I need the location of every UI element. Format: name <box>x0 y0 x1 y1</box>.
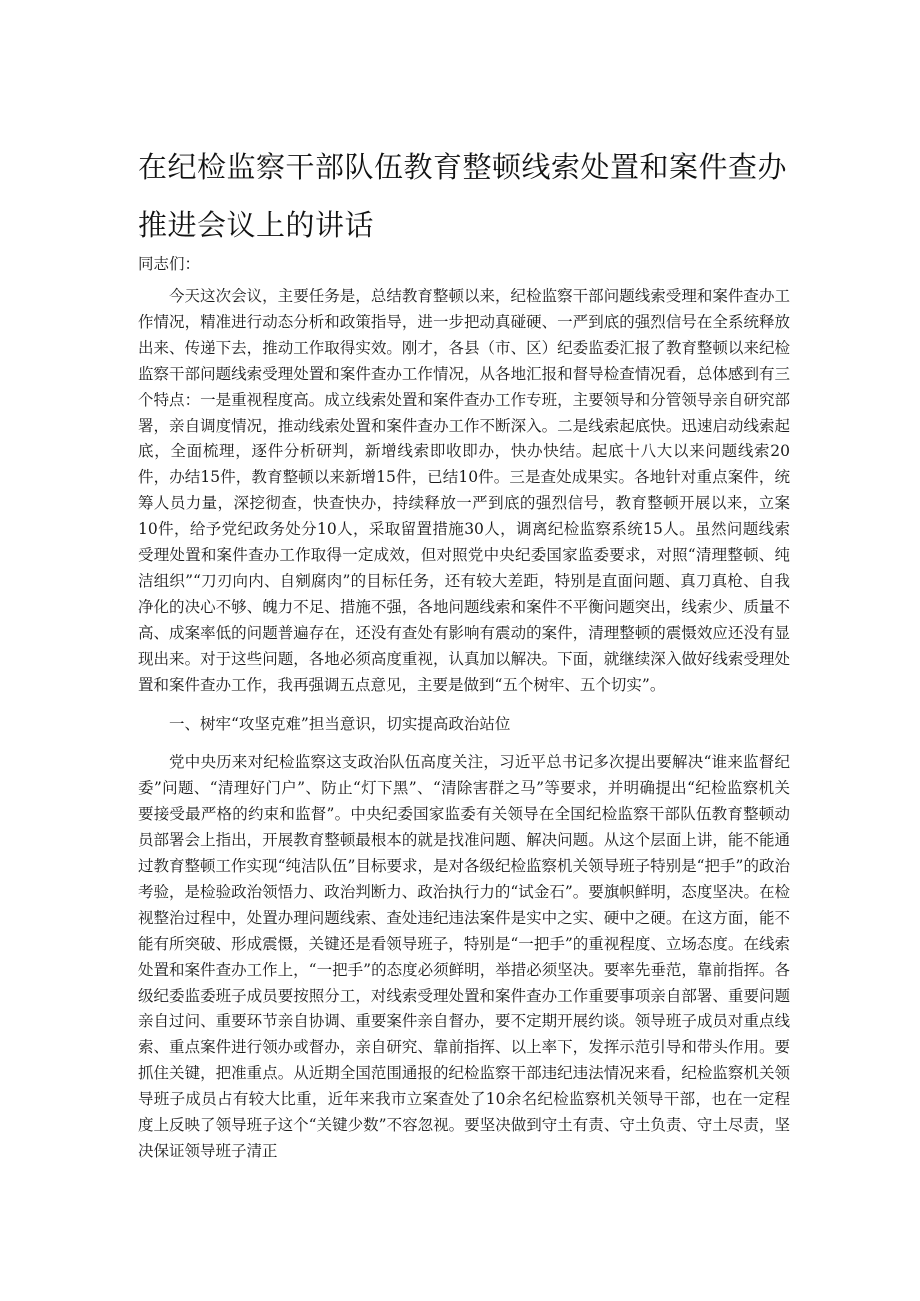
document-title <box>138 138 798 254</box>
body-text <box>138 284 790 1178</box>
title-line-2: 推进会议上的讲话 <box>138 208 375 242</box>
salutation: 同志们： <box>138 255 201 273</box>
section-heading-1: 一、树牢“攻坚克难”担当意识，切实提高政治站位 <box>169 714 511 733</box>
paragraph-section-1: 党中央历来对纪检监察这支政治队伍高度关注，习近平总书记多次提出要解决“谁来监督纪委”问题、“清理好门户”、防止“灯下黑”、“清除害群之马”等要求，并明确提出“纪检监察机关要接受最严格的约束和监督”。中央纪委国家监委有关领导在全国纪检监察干部队伍教育整顿动员部署会上指出，开展教育整顿最根本的就是找准问题、解决问题。从这个层面上讲，能不能通过教育整顿工作实现“纯洁队伍”目标要求，是对各级纪检监察机关领导班子特别是“把手”的政治考验，是检验政治领悟力、政治判断力、政治执行力的“试金石”。要旗帜鲜明，态度坚决。在检视整治过程中，处置办理问题线索、查处违纪违法案件是实中之实、硬中之硬。在这方面，能不能有所突破、形成震慑，关键还是看领导班子，特别是“一把手”的重视程度、立场态度。在线索处置和案件查办工作上，“一把手”的态度必须鲜明，举措必须坚决。要率先垂范，靠前指挥。各级纪委监委班子成员要按照分工，对线索受理处置和案件查办工作重要事项亲自部署、重要问题亲自过问、重要环节亲自协调、重要案件亲自督办，要不定期开展约谈。领导班子成员对重点线索、重点案件进行领办或督办，亲自研究、靠前指挥、以上率下，发挥示范引导和带头作用。要抓住关键，把准重点。从近期全国范围通报的纪检监察干部违纪违法情况来看，纪检监察机关领导班子成员占有较大比重，近年来我市立案查处了10余名纪检监察机关领导干部，也在一定程度上反映了领导班子这个“关键少数”不容忽视。要坚决做到守土有责、守土负责、守土尽责，坚决保证领导班子清正 <box>138 753 790 1160</box>
paragraph-intro: 今天这次会议，主要任务是，总结教育整顿以来，纪检监察干部问题线索受理和案件查办工作情况，精准进行动态分析和政策指导，进一步把动真碰硬、一严到底的强烈信号在全系统释放出来、传递下去，推动工作取得实效。刚才，各县（市、区）纪委监委汇报了教育整顿以来纪检监察干部问题线索受理处置和案件查办工作情况，从各地汇报和督导检查情况看，总体感到有三个特点：一是重视程度高。成立线索处置和案件查办工作专班，主要领导和分管领导亲自研究部署，亲自调度情况，推动线索处置和案件查办工作不断深入。二是线索起底快。迅速启动线索起底，全面梳理，逐件分析研判，新增线索即收即办，快办快结。起底十八大以来问题线索20件，办结15件，教育整顿以来新增15件，已结10件。三是查处成果实。各地针对重点案件，统筹人员力量，深挖彻查，快查快办，持续释放一严到底的强烈信号，教育整顿开展以来，立案10件，给予党纪政务处分10人，采取留置措施30人，调离纪检监察系统15人。虽然问题线索受理处置和案件查办工作取得一定成效，但对照党中央纪委国家监委要求，对照“清理整顿、纯洁组织”“刀刃向内、自剜腐肉”的目标任务，还有较大差距，特别是直面问题、真刀真枪、自我净化的决心不够、魄力不足、措施不强，各地问题线索和案件不平衡问题突出，线索少、质量不高、成案率低的问题普遍存在，还没有查处有影响有震动的案件，清理整顿的震慑效应还没有显现出来。对于这些问题，各地必须高度重视，认真加以解决。下面，就继续深入做好线索受理处置和案件查办工作，我再强调五点意见，主要是做到“五个树牢、五个切实”。 <box>138 287 790 694</box>
title-line-1: 在纪检监察干部队伍教育整顿线索处置和案件查办 <box>138 150 788 184</box>
